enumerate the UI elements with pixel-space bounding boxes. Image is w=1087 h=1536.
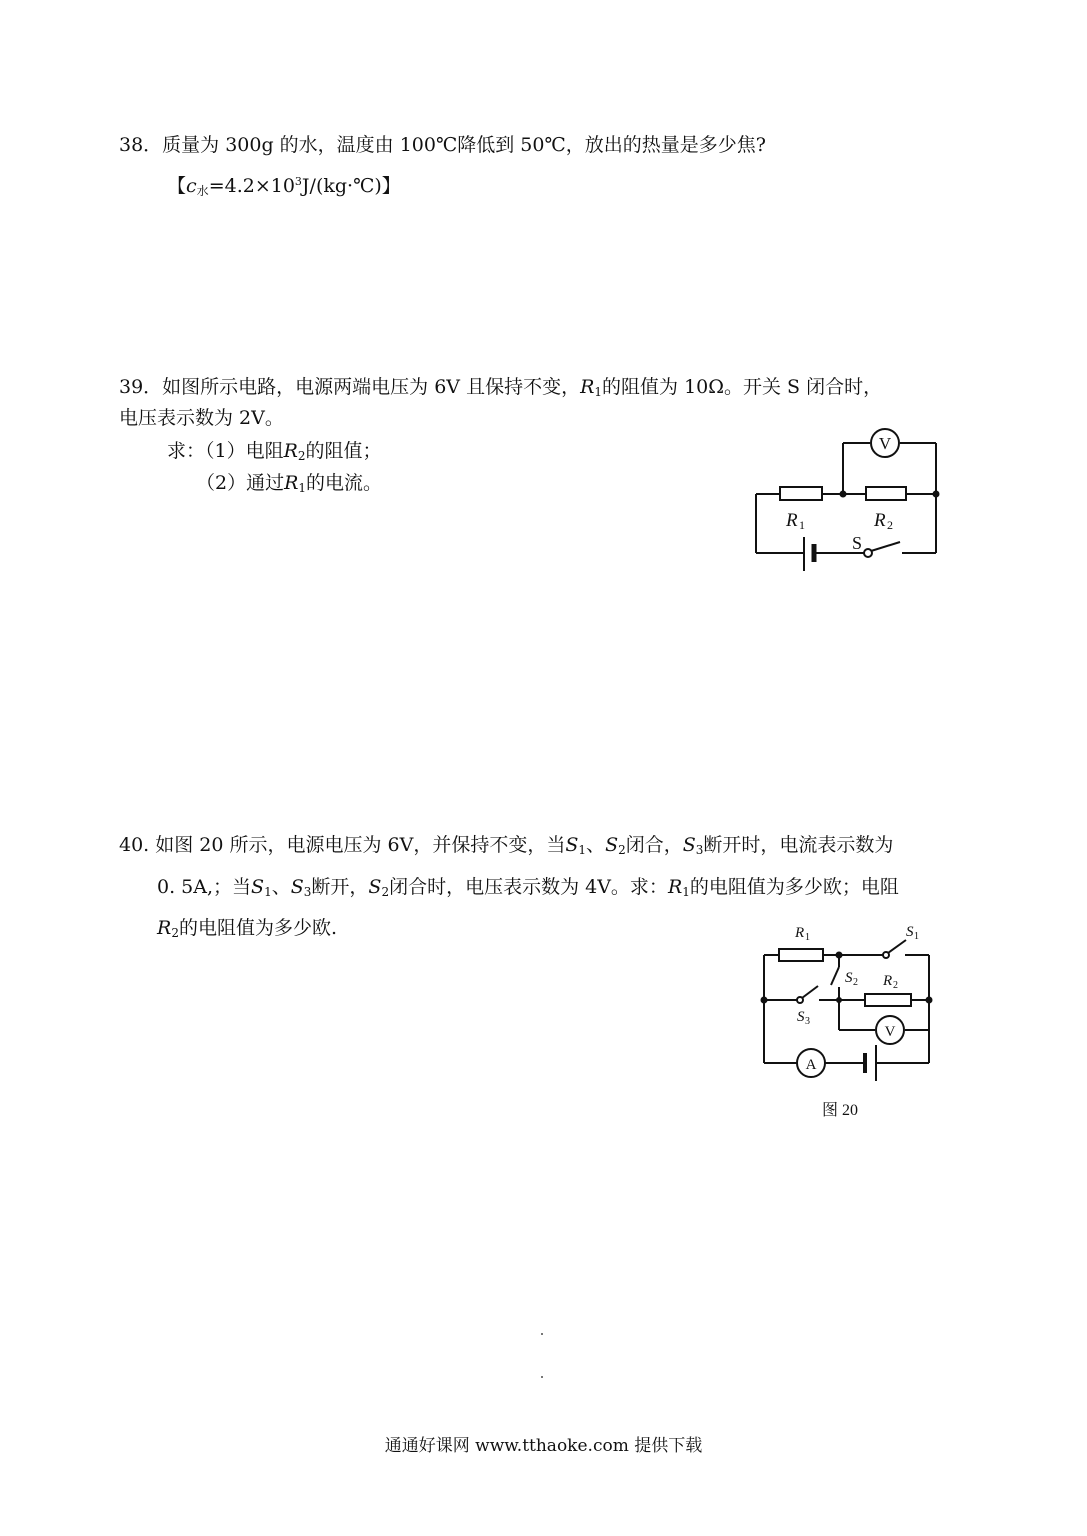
s1-label: S — [906, 924, 914, 940]
r2-label-sub: 2 — [893, 980, 898, 991]
resistor-r2 — [866, 487, 906, 500]
q40-line2 — [157, 874, 899, 900]
s2-label: S — [845, 970, 853, 986]
r1-label: R — [795, 925, 805, 941]
r2-label-sub: 2 — [887, 518, 893, 532]
text: 断开时，电流表示数为 — [703, 834, 894, 856]
junction-dot — [836, 952, 843, 959]
bracket-open: 【 — [167, 175, 187, 197]
text: 39．如图所示电路，电源两端电压为 6V 且保持不变， — [119, 376, 581, 398]
junction-dot — [926, 997, 933, 1004]
value: =4.2×10 — [208, 175, 295, 197]
symbol-r: R — [667, 876, 683, 898]
subscript: 1 — [264, 885, 272, 899]
switch-blade — [871, 542, 900, 551]
junction-dot — [761, 997, 768, 1004]
q39-ask1 — [167, 438, 382, 464]
subscript: 1 — [298, 481, 307, 495]
text: 闭合时，电压表示数为 4V。求： — [389, 876, 668, 898]
figure-caption: 图 20 — [821, 1102, 859, 1119]
text: 断开， — [311, 876, 369, 898]
text: （2）通过 — [196, 472, 285, 494]
unit: J/(kg·℃)】 — [301, 175, 401, 197]
q40-line3 — [157, 915, 337, 941]
exponent: 3 — [294, 175, 302, 188]
q38-line1: 38．质量为 300g 的水，温度由 100℃降低到 50℃，放出的热量是多少焦? — [119, 134, 766, 156]
text: 的电阻值为多少欧；电阻 — [689, 876, 899, 898]
symbol-s: S — [290, 876, 304, 898]
r2-label: R — [883, 973, 893, 989]
switch-s1-blade — [888, 940, 906, 953]
symbol-s: S — [605, 834, 619, 856]
text: 闭合， — [625, 834, 683, 856]
separator: 、 — [586, 834, 606, 856]
resistor-r1 — [779, 949, 823, 961]
r1-label-sub: 1 — [805, 932, 810, 943]
text: 的电流。 — [306, 472, 383, 494]
subscript-water: 水 — [196, 184, 209, 198]
s2-label-sub: 2 — [853, 977, 858, 988]
subscript: 3 — [695, 843, 704, 857]
text: 求：（1）电阻 — [167, 440, 284, 462]
symbol-r: R — [284, 472, 299, 494]
junction-dot — [840, 491, 847, 498]
r1-label-sub: 1 — [799, 518, 805, 532]
speck — [541, 1376, 543, 1378]
switch-s2-blade — [831, 967, 839, 985]
resistor-r1 — [780, 487, 822, 500]
symbol-c: c — [186, 175, 197, 197]
subscript: 2 — [297, 449, 306, 463]
subscript: 1 — [594, 385, 603, 399]
subscript: 1 — [682, 885, 690, 899]
subscript: 2 — [171, 926, 179, 940]
symbol-r: R — [283, 440, 298, 462]
separator: 、 — [271, 876, 291, 898]
voltmeter-label: V — [884, 1024, 896, 1040]
q39-line1 — [119, 374, 882, 400]
q39-line2: 电压表示数为 2V。 — [119, 407, 284, 429]
q38-specific-heat — [167, 173, 401, 199]
switch-s3-blade — [802, 986, 818, 998]
r1-label: R — [786, 510, 798, 531]
subscript: 1 — [578, 843, 587, 857]
footer-credit: 通通好课网 www.tthaoke.com 提供下载 — [384, 1436, 703, 1456]
symbol-s: S — [251, 876, 265, 898]
s3-label: S — [797, 1009, 805, 1025]
text: 的阻值为 10Ω。开关 S 闭合时， — [602, 376, 883, 398]
q40-line1 — [119, 832, 893, 858]
subscript: 2 — [618, 843, 626, 857]
subscript: 3 — [303, 885, 312, 899]
resistor-r2 — [865, 994, 911, 1006]
symbol-s: S — [565, 834, 579, 856]
s3-label-sub: 3 — [805, 1016, 810, 1027]
circuit-diagram-40 — [755, 915, 945, 1125]
subscript: 2 — [381, 885, 390, 899]
speck — [541, 1333, 543, 1335]
q39-ask2 — [196, 470, 382, 496]
text: 40. 如图 20 所示，电源电压为 6V，并保持不变，当 — [119, 834, 566, 856]
symbol-r: R — [157, 917, 172, 939]
text: 0. 5A,；当 — [157, 876, 252, 898]
r2-label: R — [874, 510, 886, 531]
ammeter-label: A — [805, 1057, 817, 1073]
voltmeter-label: V — [878, 434, 892, 453]
text: 的电阻值为多少欧. — [178, 917, 337, 939]
symbol-s: S — [682, 834, 696, 856]
switch-label: S — [852, 533, 863, 553]
junction-dot — [933, 491, 940, 498]
junction-dot — [836, 997, 842, 1003]
circuit-diagram-39 — [750, 425, 950, 585]
symbol-r: R — [580, 376, 595, 398]
text: 的阻值； — [305, 440, 382, 462]
s1-label-sub: 1 — [914, 931, 919, 942]
symbol-s: S — [368, 876, 382, 898]
